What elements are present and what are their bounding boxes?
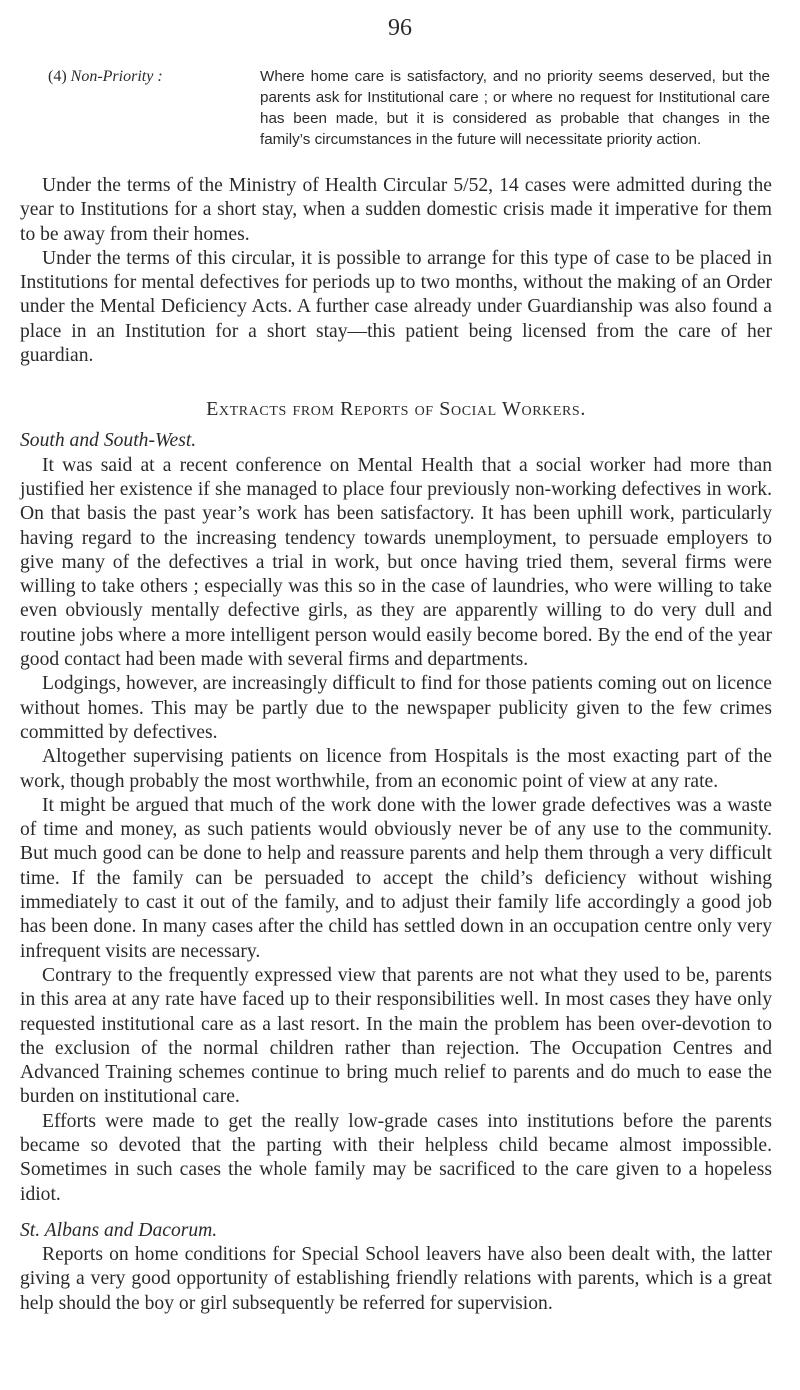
paragraph: Efforts were made to get the really low-grade cases into institutions before the parents became so devoted that the parting with their helpless child became almost impossible. Sometimes in such cases the whole family may be sacrificed to the care given to a hopeless idiot.: [20, 1110, 772, 1205]
priority-label-text: Non-Priority :: [70, 68, 163, 85]
priority-description: Where home care is satisfactory, and no priority seems deserved, but the parents ask for Institutional care ; or where no request for Institutional care has been made, but it is considered as probable that changes in the family’s circumstances in the future will necessitate priority action.: [260, 68, 770, 148]
section-heading: [20, 397, 772, 421]
subsection-title-south: South and South-West.: [20, 430, 197, 452]
subsection-title-st-albans: St. Albans and Dacorum.: [20, 1219, 218, 1241]
page-number: 96: [388, 15, 412, 41]
paragraph: Altogether supervising patients on licence from Hospitals is the most exacting part of the work, though probably the most worthwhile, from an economic point of view at any rate.: [20, 746, 772, 792]
paragraph: Under the terms of this circular, it is possible to arrange for this type of case to be placed in Institutions for mental defectives for periods up to two months, without the making of an Order under the Mental Deficiency Acts. A further case already under Guardianship was also found a place in an Institution for a short stay—this patient being licensed from the care of her guardian.: [20, 247, 772, 367]
paragraph: Contrary to the frequently expressed view that parents are not what they used to be, parents in this area at any rate have faced up to their responsibilities well. In most cases they have only requested institutional care as a last resort. In the main the problem has been over-devotion to the exclusion of the normal children rather than rejection. The Occupation Centres and Advanced Training schemes continue to bring much relief to parents and do much to ease the burden on institutional care.: [20, 964, 772, 1108]
paragraph: It was said at a recent conference on Mental Health that a social worker had more than justified her existence if she managed to place four previously non-working defectives in work. On that basis the past year’s work has been satisfactory. It has been uphill work, particularly having regard to the increasing tendency towards unemployment, to persuade employers to give many of the defectives a trial in work, but once having tried them, several firms were willing to take others ; especially was this so in the case of laundries, who were willing to take even obviously mentally defective girls, as they are apparently willing to do very dull and routine jobs where a more intelligent person would easily become bored. By the end of the year good contact had been made with several firms and departments.: [20, 454, 772, 671]
paragraph: Under the terms of the Ministry of Health Circular 5/52, 14 cases were admitted during the year to Institutions for a short stay, when a sudden domestic crisis made it imperative for them to be away from their homes.: [20, 175, 772, 245]
priority-number: (4): [48, 68, 67, 85]
paragraph: Lodgings, however, are increasingly difficult to find for those patients coming out on licence without homes. This may be partly due to the newspaper publicity given to the few crimes committed by defectives.: [20, 673, 772, 743]
section-heading-text: Extracts from Reports of Social Workers.: [206, 398, 586, 421]
paragraph: Reports on home conditions for Special School leavers have also been dealt with, the latter giving a very good opportunity of establishing friendly relations with parents, which is a great help should the boy or girl subsequently be referred for supervision.: [20, 1244, 772, 1314]
paragraph: It might be argued that much of the work done with the lower grade defectives was a waste of time and money, as such patients would obviously never be of any use to the community. But much good can be done to help and reassure parents and help them through a very difficult time. If the family can be persuaded to accept the child’s deficiency without wishing immediately to cast it out of the family, and to adjust their family life accordingly a good job has been done. In many cases after the child has settled down in an occupation centre only very infrequent visits are necessary.: [20, 794, 772, 962]
body-text: [20, 174, 772, 1316]
priority-label: [48, 66, 163, 87]
